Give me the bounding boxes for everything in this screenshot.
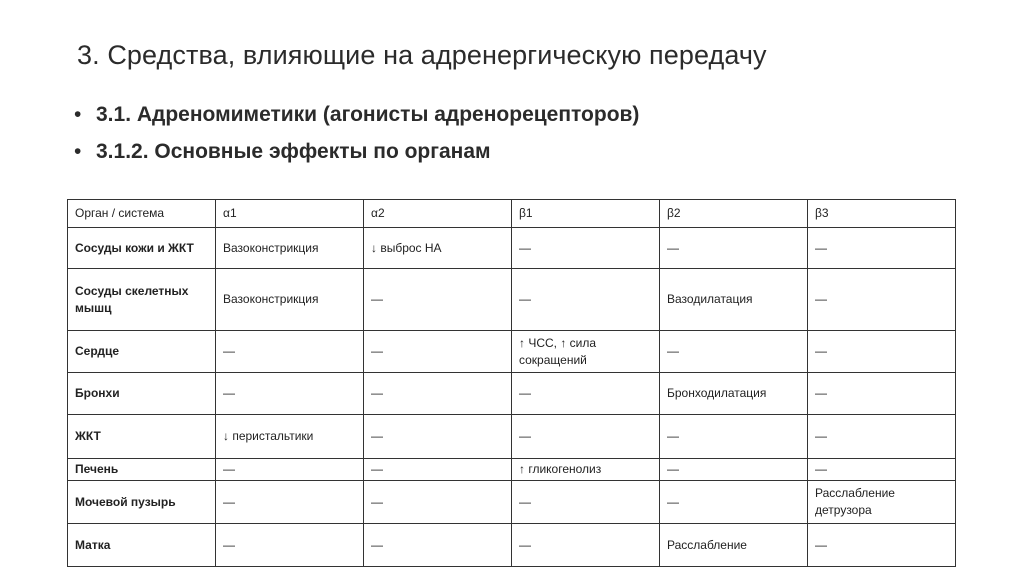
table-cell: — [512, 373, 660, 415]
header-cell-beta2: β2 [660, 200, 808, 228]
table-row [68, 459, 956, 481]
table-cell: Расслабление [660, 524, 808, 567]
effects-table [67, 199, 956, 567]
table-row [68, 524, 956, 567]
table-cell: — [660, 228, 808, 269]
bullet-item [74, 133, 639, 170]
table-cell: — [216, 331, 364, 373]
table-cell: — [364, 524, 512, 567]
table-cell: — [216, 481, 364, 524]
table-cell: — [808, 373, 956, 415]
table-cell: — [216, 373, 364, 415]
table-cell: Расслабление детрузора [808, 481, 956, 524]
organ-cell: Бронхи [68, 373, 216, 415]
table-cell: — [364, 459, 512, 481]
table-cell: Вазоконстрикция [216, 269, 364, 331]
organ-cell: Сосуды кожи и ЖКТ [68, 228, 216, 269]
table-cell: — [660, 415, 808, 459]
slide-title: 3. Средства, влияющие на адренергическую передачу [77, 40, 767, 70]
table-cell: Вазодилатация [660, 269, 808, 331]
table-cell: — [808, 331, 956, 373]
table-row [68, 415, 956, 459]
organ-cell: Матка [68, 524, 216, 567]
header-cell-beta1: β1 [512, 200, 660, 228]
table-cell: Бронходилатация [660, 373, 808, 415]
table-cell: — [808, 524, 956, 567]
table-cell: — [808, 415, 956, 459]
header-cell-beta3: β3 [808, 200, 956, 228]
table-row [68, 373, 956, 415]
table-row [68, 269, 956, 331]
bullet-dot-icon: • [74, 140, 82, 163]
table-cell: — [364, 269, 512, 331]
table-cell: — [512, 415, 660, 459]
table-cell: — [660, 331, 808, 373]
table-cell: — [512, 228, 660, 269]
bullet-list [74, 96, 639, 170]
table-cell: — [512, 524, 660, 567]
table-cell: — [364, 415, 512, 459]
organ-cell: Мочевой пузырь [68, 481, 216, 524]
organ-cell: Сердце [68, 331, 216, 373]
table-cell: ↑ ЧСС, ↑ сила сокращений [512, 331, 660, 373]
table-cell: — [512, 269, 660, 331]
table-cell: — [808, 269, 956, 331]
organ-cell: ЖКТ [68, 415, 216, 459]
bullet-item [74, 96, 639, 133]
table-cell: — [364, 331, 512, 373]
table-cell: — [512, 481, 660, 524]
table-cell: — [364, 373, 512, 415]
table-cell: — [364, 481, 512, 524]
bullet-dot-icon: • [74, 103, 82, 126]
header-cell-alpha1: α1 [216, 200, 364, 228]
table-row [68, 481, 956, 524]
organ-cell: Сосуды скелетных мышц [68, 269, 216, 331]
table-header-row [68, 200, 956, 228]
organ-cell: Печень [68, 459, 216, 481]
table-cell: ↑ гликогенолиз [512, 459, 660, 481]
header-cell-organ: Орган / система [68, 200, 216, 228]
table-cell: ↓ перистальтики [216, 415, 364, 459]
bullet-text: 3.1. Адреномиметики (агонисты адренорецепторов) [96, 103, 640, 126]
table-cell: — [660, 481, 808, 524]
header-cell-alpha2: α2 [364, 200, 512, 228]
table-cell: — [660, 459, 808, 481]
table-row [68, 331, 956, 373]
table-cell: — [216, 459, 364, 481]
table-row [68, 228, 956, 269]
table-cell: ↓ выброс НА [364, 228, 512, 269]
table-cell: — [808, 459, 956, 481]
bullet-text: 3.1.2. Основные эффекты по органам [96, 140, 491, 163]
table-cell: — [216, 524, 364, 567]
table-cell: Вазоконстрикция [216, 228, 364, 269]
table-cell: — [808, 228, 956, 269]
